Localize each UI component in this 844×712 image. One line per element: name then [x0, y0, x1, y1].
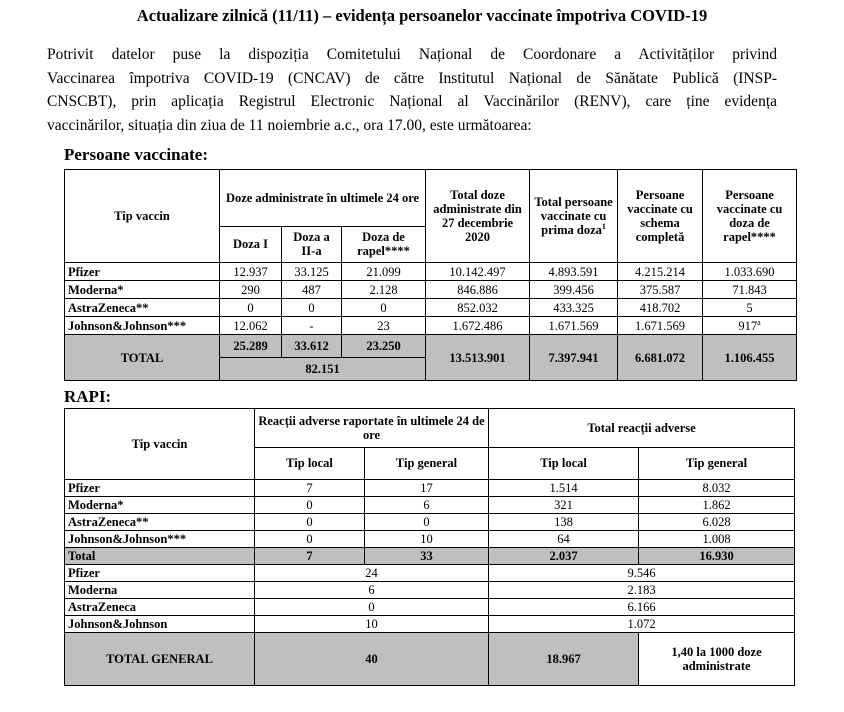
row-name: AstraZeneca**	[65, 299, 220, 317]
cell-combined-24h: 0	[255, 599, 489, 616]
rapi-header-tip-vaccin: Tip vaccin	[65, 409, 255, 480]
cell-local-24h: 0	[255, 497, 365, 514]
header-total-prima	[530, 170, 618, 263]
cell-total-prima: 4.893.591	[530, 263, 618, 281]
cell-local-24h: 0	[255, 514, 365, 531]
cell-doza2: 33.125	[282, 263, 342, 281]
cell-local-24h: 7	[255, 480, 365, 497]
cell-persoane-rapel	[703, 317, 797, 335]
row-name: AstraZeneca**	[65, 514, 255, 531]
grand-total-label: TOTAL GENERAL	[65, 633, 255, 686]
intro-line: Vaccinarea împotriva COVID-19 (CNCAV) de către Institutul Național de Sănătate Publică (INSP-	[47, 69, 777, 87]
header-persoane-rapel: Persoane vaccinate cu doza de rapel****	[703, 170, 797, 263]
total-schema: 6.681.072	[618, 335, 703, 381]
cell-general-24h: 17	[365, 480, 489, 497]
table-row	[65, 317, 797, 335]
table-row	[65, 531, 795, 548]
cell-combined-24h: 6	[255, 582, 489, 599]
header-tip-vaccin: Tip vaccin	[65, 170, 220, 263]
cell-local-total: 321	[489, 497, 639, 514]
table-row	[65, 497, 795, 514]
rapi-header-total-reactii: Total reacții adverse	[489, 409, 795, 448]
cell-combined-total: 1.072	[489, 616, 795, 633]
table-row	[65, 299, 797, 317]
cell-total-doze: 10.142.497	[426, 263, 530, 281]
rapi-total-local-total: 2.037	[489, 548, 639, 565]
intro-line: Potrivit datelor puse la dispoziția Comitetului Național de Coordonare a Activităților privind	[47, 46, 777, 63]
cell-persoane-rapel: 5	[703, 299, 797, 317]
total-row	[65, 335, 797, 358]
cell-general-24h: 0	[365, 514, 489, 531]
grand-total-24h: 40	[255, 633, 489, 686]
total-sum-24h: 82.151	[220, 358, 426, 381]
combined-row	[65, 599, 795, 616]
cell-total-doze: 1.672.486	[426, 317, 530, 335]
table-row	[65, 480, 795, 497]
cell-persoane-rapel-value: 917	[738, 318, 758, 333]
header-schema: Persoane vaccinate cu schema completă	[618, 170, 703, 263]
grand-total-row	[65, 633, 795, 686]
rapi-heading: RAPI:	[64, 387, 112, 406]
cell-rapel: 0	[342, 299, 426, 317]
row-name: Johnson&Johnson***	[65, 317, 220, 335]
vaccinated-table	[64, 169, 797, 381]
rapi-table	[64, 408, 795, 686]
combined-row	[65, 616, 795, 633]
header-total-prima-text: Total persoane vaccinate cu prima doza	[534, 195, 613, 237]
cell-total-prima: 399.456	[530, 281, 618, 299]
row-name: Moderna	[65, 582, 255, 599]
footnote-marker: a	[757, 317, 761, 327]
grand-total-total: 18.967	[489, 633, 639, 686]
combined-row	[65, 565, 795, 582]
cell-total-prima: 433.325	[530, 299, 618, 317]
total-total-prima: 7.397.941	[530, 335, 618, 381]
total-rapel: 23.250	[342, 335, 426, 358]
row-name: AstraZeneca	[65, 599, 255, 616]
intro-line: CNSCBT), prin aplicația Registrul Electronic Național al Vaccinărilor (RENV), care ține evidența	[47, 93, 777, 110]
cell-total-prima: 1.671.569	[530, 317, 618, 335]
cell-schema: 4.215.214	[618, 263, 703, 281]
cell-doza1: 290	[220, 281, 282, 299]
cell-general-total: 6.028	[639, 514, 795, 531]
rapi-total-label: Total	[65, 548, 255, 565]
cell-doza1: 12.062	[220, 317, 282, 335]
cell-total-doze: 852.032	[426, 299, 530, 317]
total-total-doze: 13.513.901	[426, 335, 530, 381]
grand-total-rate: 1,40 la 1000 doze administrate	[639, 633, 795, 686]
cell-general-24h: 10	[365, 531, 489, 548]
header-rapel: Doza de rapel****	[342, 226, 426, 262]
intro-line: vaccinărilor, situația din ziua de 11 noiembrie a.c., ora 17.00, este următoarea:	[47, 116, 532, 134]
row-name: Pfizer	[65, 263, 220, 281]
cell-local-total: 64	[489, 531, 639, 548]
cell-general-24h: 6	[365, 497, 489, 514]
cell-total-doze: 846.886	[426, 281, 530, 299]
row-name: Johnson&Johnson***	[65, 531, 255, 548]
total-doza2: 33.612	[282, 335, 342, 358]
row-name: Johnson&Johnson	[65, 616, 255, 633]
cell-rapel: 2.128	[342, 281, 426, 299]
rapi-total-local-24h: 7	[255, 548, 365, 565]
cell-local-24h: 0	[255, 531, 365, 548]
header-doza2: Doza a II-a	[282, 226, 342, 262]
cell-general-total: 1.862	[639, 497, 795, 514]
rapi-header-reactii-24h: Reacții adverse raportate în ultimele 24 de ore	[255, 409, 489, 448]
combined-row	[65, 582, 795, 599]
row-name: Pfizer	[65, 480, 255, 497]
row-name: Pfizer	[65, 565, 255, 582]
cell-doza1: 12.937	[220, 263, 282, 281]
rapi-total-general-24h: 33	[365, 548, 489, 565]
row-name: Moderna*	[65, 497, 255, 514]
rapi-header-local-24h: Tip local	[255, 447, 365, 479]
cell-general-total: 8.032	[639, 480, 795, 497]
cell-rapel: 21.099	[342, 263, 426, 281]
cell-general-total: 1.008	[639, 531, 795, 548]
header-doza1: Doza I	[220, 226, 282, 262]
cell-doza2: -	[282, 317, 342, 335]
cell-doza2: 0	[282, 299, 342, 317]
cell-local-total: 138	[489, 514, 639, 531]
cell-doza1: 0	[220, 299, 282, 317]
table-row	[65, 514, 795, 531]
cell-schema: 1.671.569	[618, 317, 703, 335]
cell-persoane-rapel: 71.843	[703, 281, 797, 299]
vaccinated-heading: Persoane vaccinate:	[64, 145, 208, 164]
cell-local-total: 1.514	[489, 480, 639, 497]
total-label: TOTAL	[65, 335, 220, 381]
cell-doza2: 487	[282, 281, 342, 299]
cell-combined-total: 9.546	[489, 565, 795, 582]
total-doza1: 25.289	[220, 335, 282, 358]
rapi-header-local-total: Tip local	[489, 447, 639, 479]
cell-combined-total: 2.183	[489, 582, 795, 599]
rapi-total-general-total: 16.930	[639, 548, 795, 565]
table-row	[65, 281, 797, 299]
row-name: Moderna*	[65, 281, 220, 299]
rapi-total-row	[65, 548, 795, 565]
cell-persoane-rapel: 1.033.690	[703, 263, 797, 281]
cell-combined-total: 6.166	[489, 599, 795, 616]
cell-combined-24h: 24	[255, 565, 489, 582]
total-persoane-rapel: 1.106.455	[703, 335, 797, 381]
cell-schema: 418.702	[618, 299, 703, 317]
page-title: Actualizare zilnică (11/11) – evidența persoanelor vaccinate împotriva COVID-19	[136, 6, 708, 25]
footnote-marker: 1	[601, 221, 606, 231]
table-row	[65, 263, 797, 281]
cell-combined-24h: 10	[255, 616, 489, 633]
cell-schema: 375.587	[618, 281, 703, 299]
intro-paragraph	[47, 43, 777, 137]
header-total-doze: Total doze administrate din 27 decembrie 2020	[426, 170, 530, 263]
header-doze-24h: Doze administrate în ultimele 24 ore	[220, 170, 426, 227]
rapi-header-general-24h: Tip general	[365, 447, 489, 479]
cell-rapel: 23	[342, 317, 426, 335]
rapi-header-general-total: Tip general	[639, 447, 795, 479]
